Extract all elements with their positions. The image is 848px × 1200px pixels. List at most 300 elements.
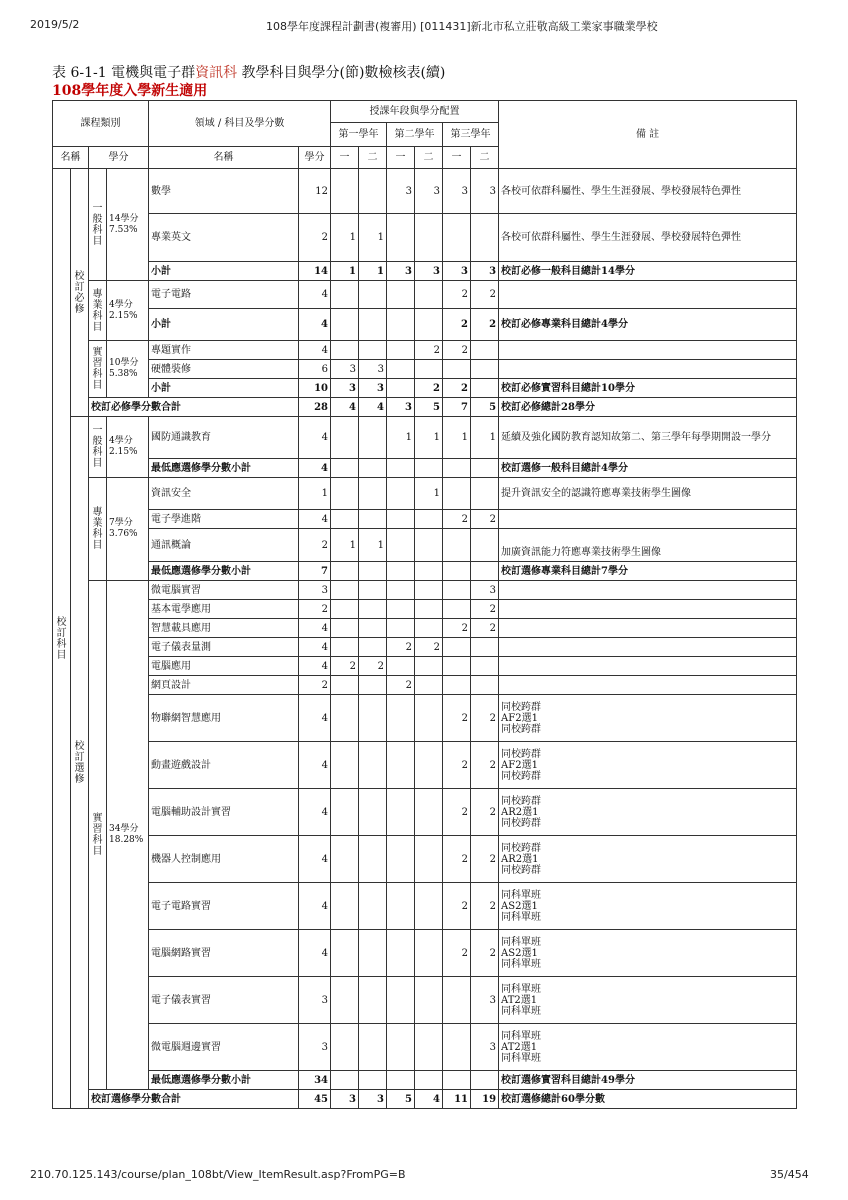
subject-name: 機器人控制應用 [149, 836, 299, 883]
note-line: 同校跨群 [501, 864, 542, 876]
table-row [53, 600, 797, 619]
subject-name: 專題實作 [149, 341, 299, 360]
subject-name: 微電腦實習 [149, 581, 299, 600]
note-line: 同科單班 [501, 1005, 542, 1017]
sem-credit: 5 [471, 398, 499, 417]
sem-credit [359, 638, 387, 657]
subject-name: 電子儀表實習 [149, 977, 299, 1024]
sem-credit [415, 510, 443, 529]
sem-credit: 19 [471, 1090, 499, 1109]
sem-credit: 2 [443, 742, 471, 789]
subject-name: 校訂必修學分數合計 [89, 398, 299, 417]
subject-credit: 4 [299, 459, 331, 478]
subject-name: 電子電路實習 [149, 883, 299, 930]
credit-table [52, 100, 797, 1109]
sem-credit [443, 600, 471, 619]
sem-credit [331, 581, 359, 600]
sem-credit: 2 [443, 309, 471, 341]
sem-credit [387, 529, 415, 562]
note [499, 657, 797, 676]
table-row [53, 930, 797, 977]
sem-credit: 2 [471, 742, 499, 789]
sem-credit [471, 638, 499, 657]
sem-credit: 3 [387, 169, 415, 214]
note [499, 600, 797, 619]
sem-credit [359, 930, 387, 977]
note: 各校可依群科屬性、學生生涯發展、學校發展特色彈性 [499, 169, 797, 214]
note [499, 695, 797, 742]
sem-credit: 2 [443, 341, 471, 360]
sem-credit [415, 619, 443, 638]
note: 校訂必修一般科目總計14學分 [499, 262, 797, 281]
sem-credit: 2 [471, 883, 499, 930]
table-row [53, 742, 797, 789]
sem-credit [387, 619, 415, 638]
h-y2s2: 二 [415, 147, 443, 169]
print-date: 2019/5/2 [30, 18, 80, 31]
subject-name: 校訂選修學分數合計 [89, 1090, 299, 1109]
sem-credit: 2 [443, 836, 471, 883]
sem-credit [387, 581, 415, 600]
subject-name: 電子電路 [149, 281, 299, 309]
sem-credit [443, 478, 471, 510]
sem-credit: 2 [471, 836, 499, 883]
el-professional-credit: 7學分 3.76% [107, 478, 149, 581]
sem-credit [443, 676, 471, 695]
sem-credit [359, 977, 387, 1024]
sem-credit [359, 883, 387, 930]
title-dept: 資訊科 [195, 65, 238, 81]
note: 延續及強化國防教育認知故第二、第三學年每學期開設一學分 [499, 417, 797, 459]
sem-credit [415, 695, 443, 742]
subject-name: 微電腦週邊實習 [149, 1024, 299, 1071]
sem-credit [387, 510, 415, 529]
sem-credit [331, 562, 359, 581]
subject-name: 小計 [149, 309, 299, 341]
sem-credit [359, 619, 387, 638]
table-row [53, 695, 797, 742]
subject-credit: 4 [299, 742, 331, 789]
sem-credit: 3 [359, 360, 387, 379]
sem-credit: 3 [387, 398, 415, 417]
h-note: 備 註 [499, 101, 797, 169]
note: 校訂必修專業科目總計4學分 [499, 309, 797, 341]
h-y3s1: 一 [443, 147, 471, 169]
sem-credit [415, 581, 443, 600]
print-doc-title: 108學年度課程計劃書(複審用) [011431]新北市私立莊敬高級工業家事職業學校 [266, 20, 658, 33]
sem-credit [387, 836, 415, 883]
sem-credit [443, 459, 471, 478]
h-y2s1: 一 [387, 147, 415, 169]
subject-credit: 12 [299, 169, 331, 214]
table-row [53, 417, 797, 459]
sem-credit: 2 [415, 341, 443, 360]
table-row [53, 836, 797, 883]
table-row [53, 676, 797, 695]
sem-credit [331, 510, 359, 529]
group-required: 校訂必修 [71, 169, 89, 417]
subject-credit: 4 [299, 930, 331, 977]
note: 各校可依群科屬性、學生生涯發展、學校發展特色彈性 [499, 214, 797, 262]
note [499, 883, 797, 930]
table-row [53, 398, 797, 417]
subject-credit: 6 [299, 360, 331, 379]
sem-credit [443, 562, 471, 581]
sem-credit: 2 [471, 600, 499, 619]
subject-credit: 2 [299, 529, 331, 562]
sem-credit [359, 478, 387, 510]
req-practical-label: 實習科目 [89, 341, 107, 398]
sem-credit: 4 [359, 398, 387, 417]
note [499, 281, 797, 309]
sem-credit [387, 742, 415, 789]
note: 校訂選修專業科目總計7學分 [499, 562, 797, 581]
note-line: 同科單班 [501, 911, 542, 923]
sem-credit [387, 695, 415, 742]
sem-credit: 1 [359, 262, 387, 281]
h-credit: 學分 [89, 147, 149, 169]
subject-credit: 4 [299, 417, 331, 459]
sem-credit [387, 281, 415, 309]
sem-credit: 2 [443, 883, 471, 930]
sem-credit [331, 676, 359, 695]
subject-credit: 2 [299, 214, 331, 262]
sem-credit [359, 1024, 387, 1071]
sem-credit [387, 1024, 415, 1071]
subject-credit: 2 [299, 600, 331, 619]
note [499, 1024, 797, 1071]
el-practical-label: 實習科目 [89, 581, 107, 1090]
sem-credit [387, 341, 415, 360]
sem-credit: 2 [471, 281, 499, 309]
sem-credit [443, 1071, 471, 1090]
table-row [53, 657, 797, 676]
sem-credit [331, 742, 359, 789]
sem-credit [443, 360, 471, 379]
subject-name: 專業英文 [149, 214, 299, 262]
sem-credit: 2 [443, 930, 471, 977]
sem-credit [471, 529, 499, 562]
sem-credit [471, 459, 499, 478]
note [499, 360, 797, 379]
sem-credit [387, 214, 415, 262]
sem-credit: 2 [471, 789, 499, 836]
sem-credit [387, 789, 415, 836]
sem-credit: 3 [471, 977, 499, 1024]
note: 提升資訊安全的認識符應專業技術學生圖像 [499, 478, 797, 510]
h-year3: 第三學年 [443, 123, 499, 147]
sem-credit [331, 619, 359, 638]
el-general-label: 一般科目 [89, 417, 107, 478]
subject-name: 電腦輔助設計實習 [149, 789, 299, 836]
note [499, 977, 797, 1024]
h-name: 名稱 [53, 147, 89, 169]
req-professional-label: 專業科目 [89, 281, 107, 341]
sem-credit [471, 341, 499, 360]
table-row [53, 169, 797, 214]
note-line: AS2選1 [501, 947, 538, 959]
note-line: 同校跨群 [501, 701, 542, 713]
sem-credit: 2 [415, 379, 443, 398]
sem-credit: 1 [359, 529, 387, 562]
sem-credit [387, 459, 415, 478]
sem-credit [359, 309, 387, 341]
note [499, 676, 797, 695]
el-general-credit: 4學分 2.15% [107, 417, 149, 478]
subject-name: 電腦應用 [149, 657, 299, 676]
sem-credit: 5 [415, 398, 443, 417]
sem-credit [415, 836, 443, 883]
table-row [53, 360, 797, 379]
subject-credit: 4 [299, 619, 331, 638]
sem-credit [387, 562, 415, 581]
note-line: 同科單班 [501, 958, 542, 970]
sem-credit [443, 581, 471, 600]
subject-name: 小計 [149, 379, 299, 398]
sem-credit: 3 [387, 262, 415, 281]
sem-credit: 3 [415, 262, 443, 281]
note: 校訂選修總計60學分數 [499, 1090, 797, 1109]
note [499, 619, 797, 638]
subject-credit: 4 [299, 638, 331, 657]
sem-credit: 4 [331, 398, 359, 417]
note-line: 同科單班 [501, 889, 542, 901]
sem-credit: 1 [471, 417, 499, 459]
sem-credit [387, 600, 415, 619]
sem-credit [415, 214, 443, 262]
sem-credit [359, 836, 387, 883]
group-elective: 校訂選修 [71, 417, 89, 1109]
sem-credit [471, 676, 499, 695]
subject-credit: 4 [299, 510, 331, 529]
sem-credit [331, 836, 359, 883]
table-row [53, 341, 797, 360]
sem-credit [331, 789, 359, 836]
subject-name: 通訊概論 [149, 529, 299, 562]
title-suffix: 教學科目與學分(節)數檢核表(續) [237, 65, 446, 81]
sem-credit: 11 [443, 1090, 471, 1109]
sem-credit [415, 459, 443, 478]
group-school-subjects: 校訂科目 [53, 169, 71, 1109]
h-subj-credit: 學分 [299, 147, 331, 169]
sem-credit [471, 214, 499, 262]
note: 校訂必修總計28學分 [499, 398, 797, 417]
sem-credit [415, 562, 443, 581]
sem-credit [359, 510, 387, 529]
sem-credit [359, 562, 387, 581]
note-line: 同科單班 [501, 1052, 542, 1064]
sem-credit: 3 [331, 360, 359, 379]
sem-credit [415, 600, 443, 619]
subject-name: 數學 [149, 169, 299, 214]
sem-credit: 7 [443, 398, 471, 417]
table-row [53, 379, 797, 398]
sem-credit [415, 1024, 443, 1071]
h-year1: 第一學年 [331, 123, 387, 147]
title-prefix: 表 6-1-1 電機與電子群 [52, 65, 196, 81]
sem-credit [443, 214, 471, 262]
sem-credit: 1 [415, 417, 443, 459]
h-alloc: 授課年段與學分配置 [331, 101, 499, 123]
sem-credit [415, 1071, 443, 1090]
sem-credit [471, 478, 499, 510]
note-line: AT2選1 [501, 1041, 538, 1053]
note-line: 同校跨群 [501, 723, 542, 735]
sem-credit [415, 657, 443, 676]
sem-credit: 2 [443, 379, 471, 398]
sem-credit [387, 657, 415, 676]
sem-credit [359, 169, 387, 214]
note [499, 581, 797, 600]
sem-credit: 3 [471, 581, 499, 600]
sem-credit [415, 309, 443, 341]
note: 校訂選修一般科目總計4學分 [499, 459, 797, 478]
table-row [53, 214, 797, 262]
table-row [53, 281, 797, 309]
table-row [53, 510, 797, 529]
sem-credit [331, 600, 359, 619]
note [499, 510, 797, 529]
table-row [53, 529, 797, 562]
sem-credit [359, 676, 387, 695]
sem-credit: 3 [471, 169, 499, 214]
h-category: 課程類別 [53, 101, 149, 147]
h-domain: 領域 / 科目及學分數 [149, 101, 331, 147]
sem-credit [387, 883, 415, 930]
note [499, 638, 797, 657]
table-row [53, 562, 797, 581]
sem-credit [415, 977, 443, 1024]
req-practical-credit: 10學分 5.38% [107, 341, 149, 398]
subject-name: 物聯網智慧應用 [149, 695, 299, 742]
el-professional-label: 專業科目 [89, 478, 107, 581]
sem-credit: 2 [359, 657, 387, 676]
sem-credit [331, 1024, 359, 1071]
req-general-credit: 14學分 7.53% [107, 169, 149, 281]
sem-credit [471, 657, 499, 676]
h-subj-name: 名稱 [149, 147, 299, 169]
req-professional-credit: 4學分 2.15% [107, 281, 149, 341]
sem-credit [387, 1071, 415, 1090]
table-row [53, 309, 797, 341]
sem-credit: 2 [471, 695, 499, 742]
sem-credit [359, 417, 387, 459]
sem-credit: 2 [415, 638, 443, 657]
table-row [53, 459, 797, 478]
subject-name: 最低應選修學分數小計 [149, 1071, 299, 1090]
h-y1s1: 一 [331, 147, 359, 169]
note-line: 同校跨群 [501, 817, 542, 829]
sem-credit [331, 309, 359, 341]
table-row [53, 638, 797, 657]
note: 校訂選修實習科目總計49學分 [499, 1071, 797, 1090]
subject-name: 最低應選修學分數小計 [149, 459, 299, 478]
sem-credit [331, 930, 359, 977]
subject-credit: 4 [299, 281, 331, 309]
sem-credit [415, 529, 443, 562]
table-row [53, 581, 797, 600]
print-url: 210.70.125.143/course/plan_108bt/View_ItemResult.asp?FromPG=B [30, 1168, 406, 1181]
sem-credit [331, 341, 359, 360]
note-line: 同科單班 [501, 936, 542, 948]
sem-credit [443, 1024, 471, 1071]
sem-credit [415, 676, 443, 695]
sem-credit [331, 459, 359, 478]
subject-credit: 28 [299, 398, 331, 417]
note [499, 341, 797, 360]
subject-credit: 2 [299, 676, 331, 695]
sem-credit: 3 [331, 1090, 359, 1109]
subject-credit: 7 [299, 562, 331, 581]
note-line: AR2選1 [501, 806, 539, 818]
req-general-label: 一般科目 [89, 169, 107, 281]
subject-credit: 4 [299, 309, 331, 341]
sem-credit: 2 [443, 789, 471, 836]
subject-name: 電子儀表量測 [149, 638, 299, 657]
sem-credit [387, 309, 415, 341]
sem-credit: 2 [443, 619, 471, 638]
subject-name: 資訊安全 [149, 478, 299, 510]
subject-credit: 4 [299, 695, 331, 742]
table-row [53, 883, 797, 930]
note-line: AF2選1 [501, 712, 538, 724]
subject-name: 網頁設計 [149, 676, 299, 695]
note-line: AR2選1 [501, 853, 539, 865]
sem-credit: 3 [471, 1024, 499, 1071]
sem-credit [331, 169, 359, 214]
table-row [53, 478, 797, 510]
sem-credit [471, 1071, 499, 1090]
sem-credit [359, 459, 387, 478]
sem-credit [331, 638, 359, 657]
sem-credit: 2 [471, 930, 499, 977]
note [499, 930, 797, 977]
note [499, 836, 797, 883]
subject-credit: 10 [299, 379, 331, 398]
subject-credit: 14 [299, 262, 331, 281]
note-line: 同校跨群 [501, 842, 542, 854]
sem-credit [443, 657, 471, 676]
sem-credit [331, 281, 359, 309]
sem-credit [359, 789, 387, 836]
sem-credit [443, 529, 471, 562]
sem-credit [387, 379, 415, 398]
table-row [53, 1071, 797, 1090]
note: 加廣資訊能力符應專業技術學生圖像 [499, 529, 797, 562]
page-title [52, 62, 445, 82]
sem-credit [471, 379, 499, 398]
h-y1s2: 二 [359, 147, 387, 169]
table-row [53, 789, 797, 836]
note: 校訂必修實習科目總計10學分 [499, 379, 797, 398]
sem-credit [359, 695, 387, 742]
note [499, 742, 797, 789]
sem-credit [443, 977, 471, 1024]
sem-credit: 2 [443, 510, 471, 529]
sem-credit [387, 930, 415, 977]
subject-name: 最低應選修學分數小計 [149, 562, 299, 581]
subject-credit: 3 [299, 581, 331, 600]
page-number: 35/454 [770, 1168, 809, 1181]
subject-credit: 4 [299, 657, 331, 676]
sem-credit [331, 478, 359, 510]
sem-credit [415, 281, 443, 309]
note-line: 同校跨群 [501, 770, 542, 782]
sem-credit [415, 360, 443, 379]
sem-credit [359, 581, 387, 600]
sem-credit [359, 341, 387, 360]
subject-credit: 4 [299, 789, 331, 836]
